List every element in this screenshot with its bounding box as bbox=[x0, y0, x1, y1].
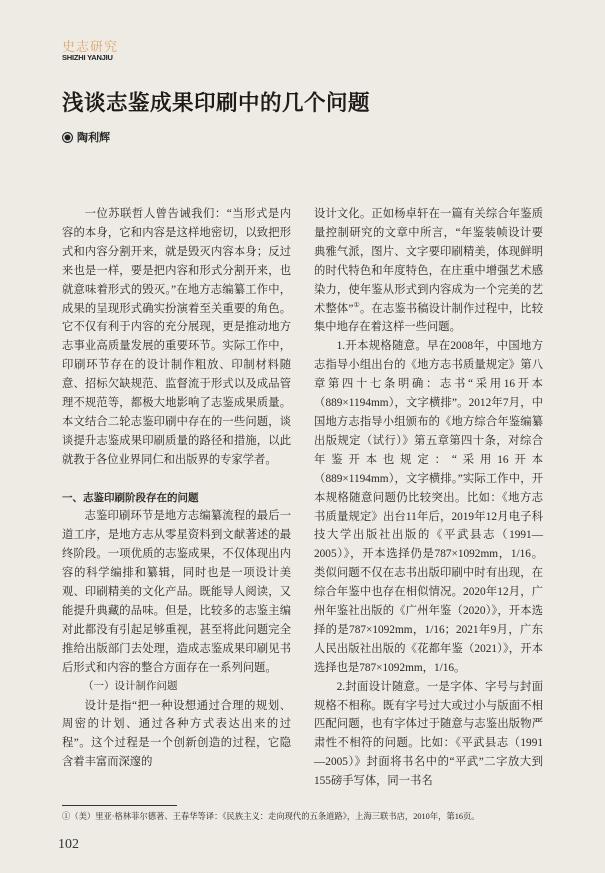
section-label-pinyin: SHIZHI YANJIU bbox=[62, 53, 113, 62]
paragraph: 1.开本规格随意。早在2008年，中国地方志指导小组出台的《地方志书质量规定》第八章第四十七条明确：志书“采用16开本（889×1194mm），文字横排”。2012年7月，中国地方志指导小组颁布的《地方综合年鉴编纂出版规定（试行）》第五章第四十条，对综合年鉴开本也规定：“采用16开本（889×1194mm），文字横排。”实际工作中，开本规格随意问题仍比较突出。比如：《地方志书质量规定》出台11年后，2019年12月电子科技大学出版社出版的《平武县志（1991—2005）》，开本选择仍是787×1092mm，1/16。类似问题不仅在志书出版印刷中时有出现，在综合年鉴中也存在相似情况。2020年12月，广州年鉴社出版的《广州年鉴（2020）》，开本选择的是787×1092mm，1/16；2021年9月，广东人民出版社出版的《花都年鉴（2021）》，开本选择也是787×1092mm，1/16。 bbox=[314, 340, 543, 674]
left-column bbox=[62, 205, 291, 772]
paragraph: 志鉴印刷环节是地方志编纂流程的最后一道工序，是地方志从零星资料到文献著述的最终阶段。一项优质的志鉴成果，不仅体现出内容的科学编排和纂辑，同时也是一项设计美观、印刷精美的文化产品。既能导人阅读，又能提升典藏的品味。但是，比较多的志鉴主编对此都没有引起足够重视，甚至将此问题完全推给出版部门去处理，造成志鉴成果印刷见书后形式和内容的整合方面存在一系列问题。 bbox=[62, 510, 291, 674]
page-number: 102 bbox=[58, 837, 79, 853]
subsection-heading: （一）设计制作问题 bbox=[83, 680, 178, 692]
author-line bbox=[62, 129, 110, 145]
paragraph: 2.封面设计随意。一是字体、字号与封面规格不相称。既有字号过大或过小与版面不相匹配问题，也有字体过于随意与志鉴出版物严肃性不相符的问题。比如：《平武县志（1991—2005）》封面将书名中的“平武”二字放大到155磅手写体，同一书名 bbox=[314, 680, 543, 788]
columns bbox=[62, 205, 543, 791]
right-column bbox=[314, 205, 543, 791]
paragraph: 设计是指“把一种设想通过合理的规划、周密的计划、通过各种方式表达出来的过程”。这个过程是一个创新创造的过程，它隐含着丰富而深邃的 bbox=[62, 699, 291, 769]
bullet-icon bbox=[62, 132, 73, 143]
footnote: ①（美）里亚·格林菲尔德著、王春华等译：《民族主义：走向现代的五条道路》，上海三联书店，2010年，第16页。 bbox=[62, 812, 480, 822]
paragraph-text: 设计文化。正如杨卓轩在一篇有关综合年鉴质量控制研究的文章中所言，“年鉴装帧设计要典雅气派，图片、文字要印刷精美，体现鲜明的时代特色和年度特色，在庄重中增强艺术感染力，使年鉴从形式到内容成为一个完美的艺术整体” bbox=[314, 208, 543, 315]
paragraph-text: 。在志鉴书稿设计制作过程中，比较集中地存在着这样一些问题。 bbox=[314, 302, 544, 334]
article-title: 浅谈志鉴成果印刷中的几个问题 bbox=[62, 91, 371, 116]
section-label: 史志研究 bbox=[62, 40, 119, 55]
paragraph: 一位苏联哲人曾告诫我们：“当形式是内容的本身，它和内容是这样地密切，以致把形式和内容分割开来，就是毁灭内容本身；反过来也是一样，要是把内容和形式分割开来，也就意味着形式的毁灭。”在地方志编纂工作中，成果的呈现形式确实扮演着至关重要的角色。它不仅有利于内容的充分展现，更是推动地方志事业高质量发展的重要环节。实际工作中，印刷环节存在的设计制作粗放、印制材料随意、招标欠缺规范、监督流于形式以及成品管理不规范等，都极大地影响了志鉴成果质量。本文结合二轮志鉴印刷中存在的一些问题，谈谈提升志鉴成果印刷质量的路径和措施，以此就教于各位业界同仁和出版界的专家学者。 bbox=[62, 208, 291, 466]
paragraph bbox=[314, 205, 543, 337]
footnote-ref[interactable]: ① bbox=[353, 300, 360, 309]
author-name: 陶利辉 bbox=[77, 131, 110, 144]
paragraph-gap bbox=[62, 470, 291, 489]
footnote-divider bbox=[62, 805, 177, 806]
section-heading: 一、志鉴印刷阶段存在的问题 bbox=[62, 491, 199, 504]
